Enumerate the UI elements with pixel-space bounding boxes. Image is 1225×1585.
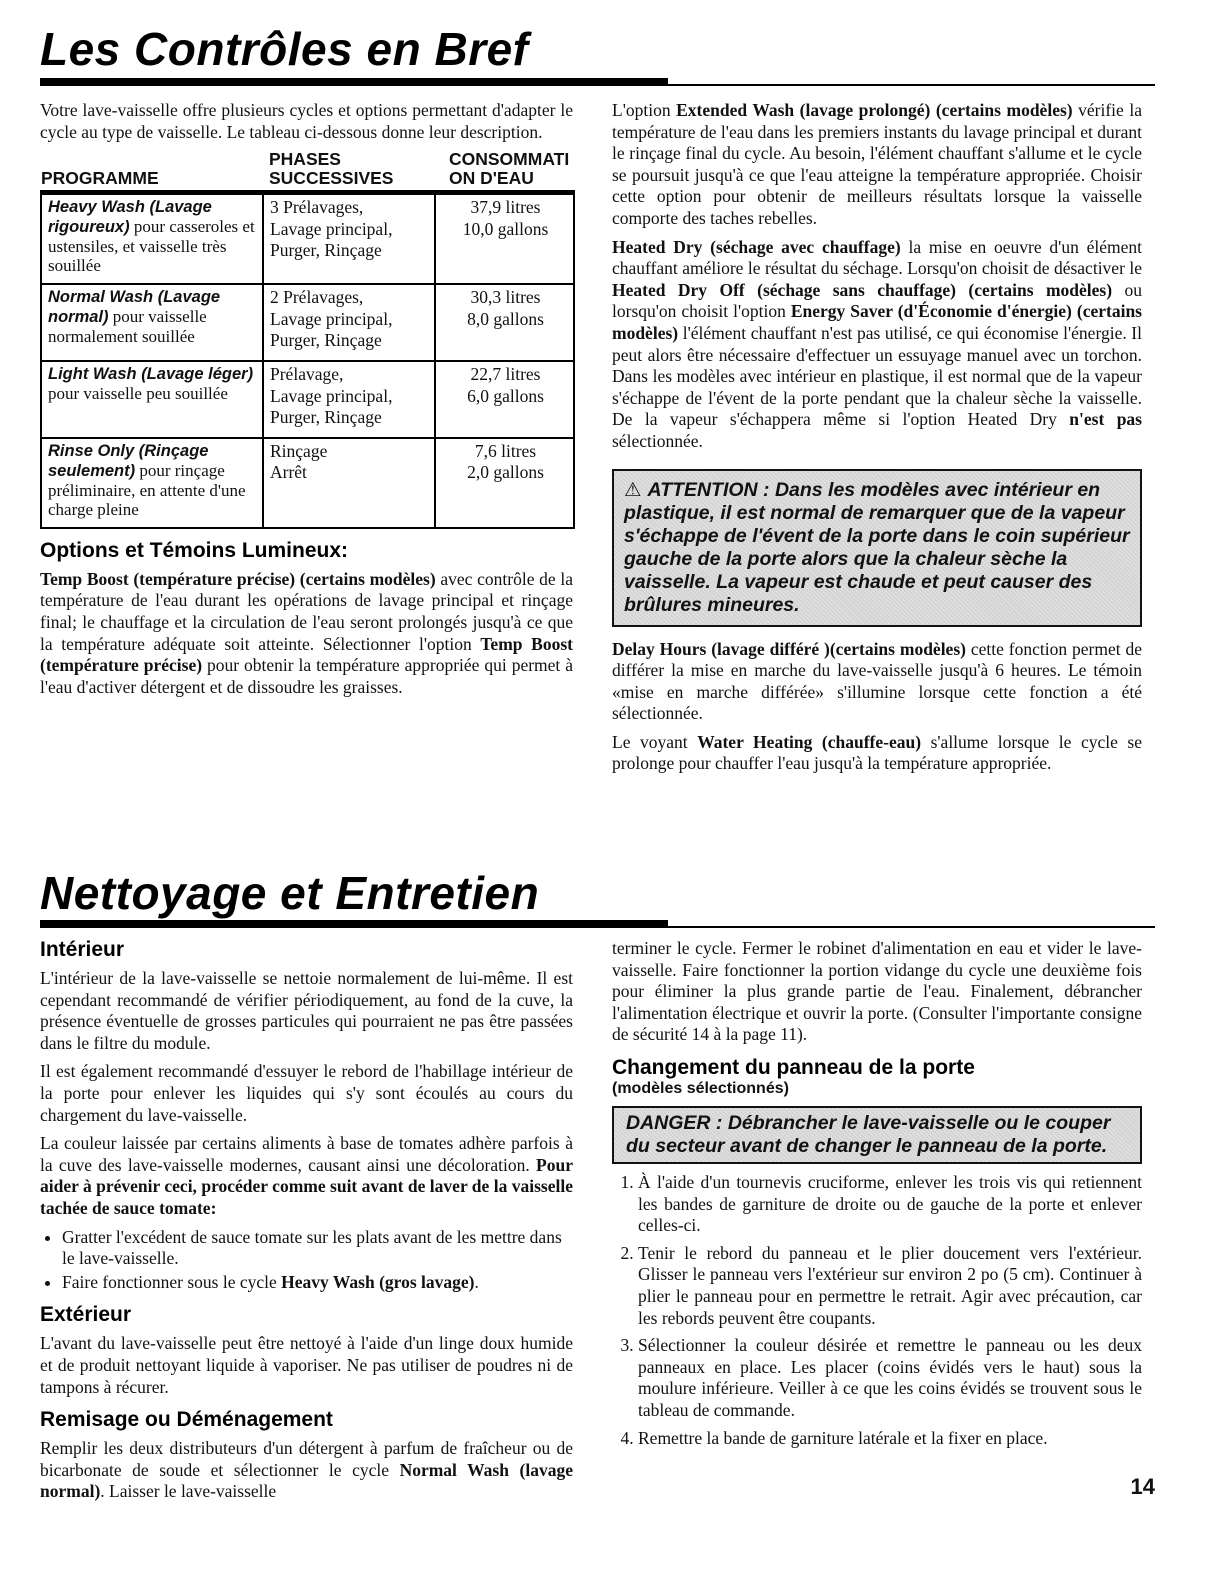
water-cell: 22,7 litres 6,0 gallons [435,361,574,438]
remisage-heading: Remisage ou Déménagement [40,1408,333,1432]
interieur-p2: Il est également recommandé d'essuyer le rebord de l'habillage intérieur de la porte pour enlever les liquides qui s'y sont écoulés au cours du chargement du lave-vaisselle. [40,1061,573,1125]
warning-triangle-icon: ⚠ [624,478,642,501]
panel-steps-list [612,1172,1142,1449]
delay-hours-paragraph: Delay Hours (lavage différé )(certains modèles) cette fonction permet de différer la mise en marche du lave-vaisselle jusqu'à 6 heures. Le témoin «mise en marche différée» s'illumine lorsque cette fonction a été sélectionnée. [612,638,1143,724]
attention-box: ⚠ ATTENTION : Dans les modèles avec intérieur en plastique, il est normal de remarquer que de la vapeur s'échappe de l'évent de la porte dans le coin supérieur gauche de la porte alors que la chaleur sèche la vaisselle. La vapeur est chaude et peut causer des brûlures mineures. [612,469,1142,627]
list-item: • Gratter l'excédent de sauce tomate sur les plats avant de les mettre dans le lave-vaisselle. [62,1227,573,1270]
tomato-tips-list [40,1227,573,1294]
table-row [41,361,574,438]
header-water: CONSOMMATI ON D'EAU [435,150,574,193]
header-phases: PHASES SUCCESSIVES [263,150,435,193]
temp-boost-paragraph: Temp Boost (température précise) (certains modèles) avec contrôle de la température de l'eau durant les opérations de lavage principal et rinçage final; le chauffage et la circulation de l'eau seront prolongés jusqu'à ce que la température adéquate soit atteinte. Sélectionner l'option Temp Boost (température précise) pour obtenir la température appropriée qui permet à l'eau d'activer détergent et de dissoudre les graisses. [40,568,573,697]
header-programme: PROGRAMME [41,150,263,193]
section-title-nettoyage: Nettoyage et Entretien [40,867,540,919]
program-cell: Rinse Only (Rinçage seulement) pour rinçage préliminaire, en attente d'une charge pleine [41,438,263,528]
program-table [40,150,575,529]
water-cell: 37,9 litres 10,0 gallons [435,193,574,285]
panneau-subheading: (modèles sélectionnés) [612,1079,789,1097]
remisage-p1: Remplir les deux distributeurs d'un détergent à parfum de fraîcheur ou de bicarbonate de soude et sélectionner le cycle Normal Wash (lavage normal). Laisser le lave-vaisselle [40,1438,573,1502]
right-column-cleaning [612,938,1142,1455]
heated-dry-paragraph: Heated Dry (séchage avec chauffage) la mise en oeuvre d'un élément chauffant améliore le résultat du séchage. Lorsqu'on choisit de désactiver le Heated Dry Off (séchage sans chauffage) (certains modèles) ou lorsqu'on choisit l'option Energy Saver (d'Économie d'énergie) (certains modèles) l'élément chauffant n'est pas utilisé, ce qui économise l'énergie. Il peut alors être nécessaire d'effectuer un essuyage manuel avec un torchon. Dans les modèles avec intérieur en plastique, il est normal que de la vapeur s'échappe de l'évent de la porte pendant que la chaleur sèche la vaisselle. De la vapeur s'échappera même si l'option Heated Dry n'est pas sélectionnée. [612,236,1142,451]
water-cell: 7,6 litres 2,0 gallons [435,438,574,528]
table-row [41,193,574,285]
title-rule [40,84,1155,86]
program-cell: Normal Wash (Lavage normal) pour vaisselle normalement souillée [41,284,263,361]
list-item: 4. Remettre la bande de garniture latérale et la fixer en place. [638,1428,1142,1450]
phases-cell: Rinçage Arrêt [263,438,435,528]
danger-box: DANGER : Débrancher le lave-vaisselle ou le couper du secteur avant de changer le panneau de la porte. [612,1106,1142,1164]
program-cell: Heavy Wash (Lavage rigoureux) pour casseroles et ustensiles, et vaisselle très souillée [41,193,263,285]
water-heating-paragraph: Le voyant Water Heating (chauffe-eau) s'allume lorsque le cycle se prolonge pour chauffer l'eau jusqu'à la température appropriée. [612,731,1142,774]
options-heading: Options et Témoins Lumineux: [40,538,349,562]
extended-wash-paragraph: L'option Extended Wash (lavage prolongé) (certains modèles) vérifie la température de l'eau dans les premiers instants du lavage principal et durant le rinçage final du cycle. Au besoin, l'élément chauffant s'allume et le cycle se poursuit jusqu'à ce que l'eau atteigne la température appropriée. Choisir cette option pour obtenir de meilleurs résultats lorsque la vaisselle comporte des taches rebelles. [612,100,1142,228]
table-row [41,438,574,528]
title-rule [40,926,1155,928]
left-column-cleaning [40,934,573,1510]
panneau-heading: Changement du panneau de la porte [612,1055,975,1079]
program-cell: Light Wash (Lavage léger) pour vaisselle peu souillée [41,361,263,438]
list-item: 1. À l'aide d'un tournevis cruciforme, enlever les trois vis qui retiennent les bandes de garniture de droite ou de gauche de la porte et enlever celles-ci. [638,1172,1142,1237]
phases-cell: 2 Prélavages, Lavage principal, Purger, Rinçage [263,284,435,361]
water-cell: 30,3 litres 8,0 gallons [435,284,574,361]
section-title-controles: Les Contrôles en Bref [40,23,529,75]
remisage-p2: terminer le cycle. Fermer le robinet d'alimentation en eau et vider le lave-vaisselle. Faire fonctionner la portion vidange du cycle une deuxième fois pour éliminer la plus grande partie de l'eau. Finalement, débrancher l'alimentation électrique et ouvrir la porte. (Consulter l'importante consigne de sécurité 14 à la page 11). [612,938,1142,1045]
list-item: 3. Sélectionner la couleur désirée et remettre le panneau ou les deux panneaux en place. Les placer (coins évidés vers le haut) sous la moulure inférieure. Veiller à ce que les coins évidés se trouvent sous le tableau de commande. [638,1335,1142,1421]
exterieur-p1: L'avant du lave-vaisselle peut être nettoyé à l'aide d'un linge doux humide et de produit nettoyant liquide à vaporiser. Ne pas utiliser de poudres ni de tampons à récurer. [40,1333,573,1397]
list-item: • Faire fonctionner sous le cycle Heavy Wash (gros lavage). [62,1272,573,1294]
phases-cell: Prélavage, Lavage principal, Purger, Rinçage [263,361,435,438]
page-number: 14 [1130,1474,1155,1499]
interieur-p3: La couleur laissée par certains aliments à base de tomates adhère parfois à la cuve des lave-vaisselle modernes, causant ainsi une décoloration. Pour aider à prévenir ceci, procéder comme suit avant de laver de la vaisselle tachée de sauce tomate: [40,1133,573,1218]
table-row [41,284,574,361]
interieur-p1: L'intérieur de la lave-vaisselle se nettoie normalement de lui-même. Il est cependant recommandé de vérifier périodiquement, au fond de la cuve, la présence éventuelle de grosses particules qui pourraient ne pas être passées dans le filtre du module. [40,968,573,1053]
intro-paragraph: Votre lave-vaisselle offre plusieurs cycles et options permettant d'adapter le cycle au type de vaisselle. Le tableau ci-dessous donne leur description. [40,100,573,142]
right-column-controls [612,100,1142,782]
exterieur-heading: Extérieur [40,1303,132,1327]
left-column-controls [40,100,573,705]
list-item: 2. Tenir le rebord du panneau et le plier doucement vers l'extérieur. Glisser le panneau vers l'extérieur sur environ 2 po (5 cm). Continuer à plier le panneau pour en permettre le retrait. Agir avec précaution, car les rebords peuvent être coupants. [638,1243,1142,1329]
phases-cell: 3 Prélavages, Lavage principal, Purger, Rinçage [263,193,435,285]
interieur-heading: Intérieur [40,938,125,961]
